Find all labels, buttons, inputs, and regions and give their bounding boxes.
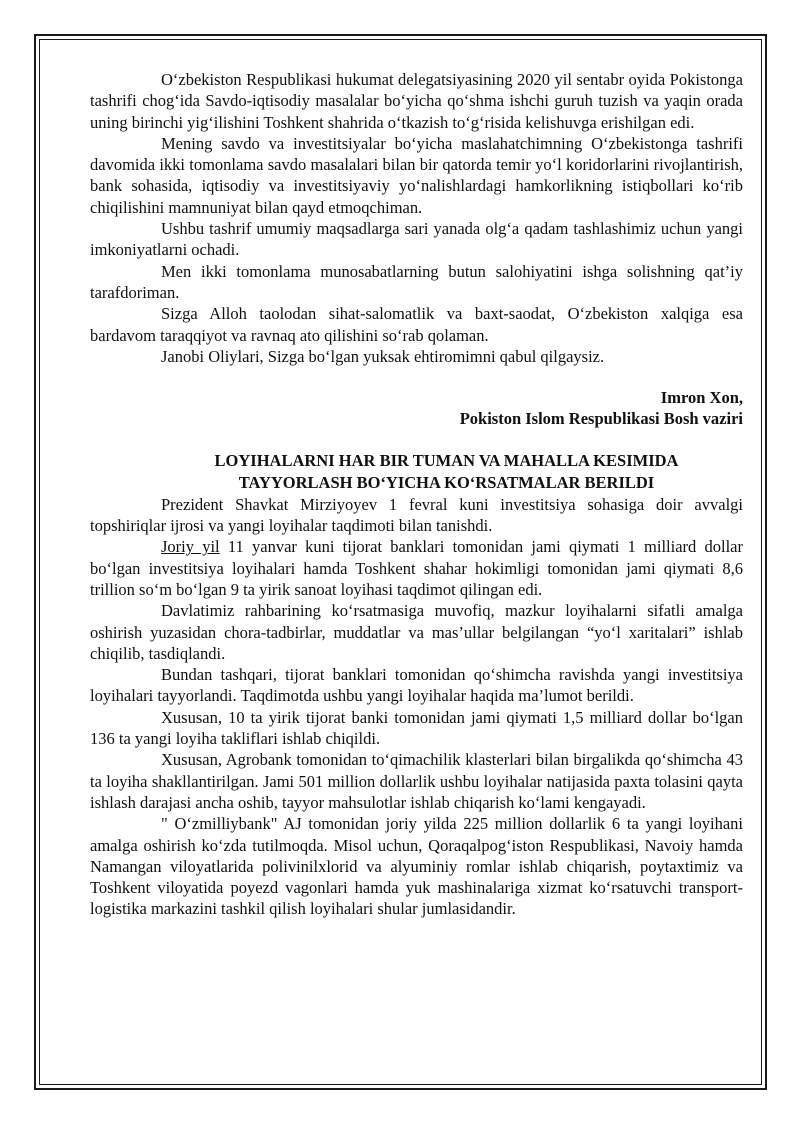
signature-name: Imron Xon,	[660, 388, 743, 408]
article-title-line-1: LOYIHALARNI HAR BIR TUMAN VA MAHALLA KESIMIDA	[214, 450, 679, 470]
underlined-phrase: Joriy yil	[161, 537, 220, 557]
letter-paragraph: Mening savdo va investitsiyalar bo‘yicha maslahatchimning O‘zbekistonga tashrifi davomida ikki tomonlama savdo masalalari bilan bir qatorda temir yo‘l koridorlarini rivojlantirish, bank sohasida, iqtisodiy va investitsiyaviy yo‘nalishlardagi hamkorlikning istiqbollari ko‘rib chiqilishini mamnuniyat bilan qayd etmoqchiman.	[90, 133, 743, 217]
article-paragraph	[90, 536, 743, 600]
article-paragraph: Davlatimiz rahbarining ko‘rsatmasiga muvofiq, mazkur loyihalarni sifatli amalga oshirish yuzasidan chora-tadbirlar, muddatlar va mas’ullar belgilangan “yo‘l xaritalari” ishlab chiqilib, tasdiqlandi.	[90, 601, 743, 663]
article-paragraph: " O‘zmilliybank" AJ tomonidan joriy yilda 225 million dollarlik 6 ta yangi loyihani amalga oshirish ko‘zda tutilmoqda. Misol uchun, Qoraqalpog‘iston Respublikasi, Navoiy hamda Namangan viloyatlarida polivinilxlorid va alyuminiy romlar ishlab chiqarish, poytaxtimiz va Toshkent viloyatida poyezd vagonlari hamda yuk mashinalariga xizmat ko‘rsatuvchi transport-logistika markazini tashkil qilish loyihalari shular jumlasidandir.	[90, 814, 743, 919]
article-paragraph: Xususan, 10 ta yirik tijorat banki tomonidan jami qiymati 1,5 milliard dollar bo‘lgan 136 ta yangi loyiha takliflari ishlab chiqildi.	[90, 707, 743, 749]
article-paragraph: Bundan tashqari, tijorat banklari tomonidan qo‘shimcha ravishda yangi investitsiya loyihalari tayyorlandi. Taqdimotda ushbu yangi loyihalar haqida ma’lumot berildi.	[90, 665, 743, 706]
document-body	[90, 69, 743, 920]
letter-paragraph: Ushbu tashrif umumiy maqsadlarga sari yanada olg‘a qadam tashlashimiz uchun yangi imkoniyatlarni ochadi.	[90, 219, 743, 260]
letter-paragraph: Sizga Alloh taolodan sihat-salomatlik va baxt-saodat, O‘zbekiston xalqiga esa bardavom taraqqiyot va ravnaq ato qilishini so‘rab qolaman.	[90, 304, 743, 345]
letter-paragraph: O‘zbekiston Respublikasi hukumat delegatsiyasining 2020 yil sentabr oyida Pokistonga tashrifi chog‘ida Savdo-iqtisodiy masalalar bo‘yicha qo‘shma ishchi guruh tuzish va yaqin orada uning birinchi yig‘ilishini Toshkent shahrida o‘tkazish to‘g‘risida kelishuvga erishilgan edi.	[90, 70, 743, 132]
letter-paragraph: Men ikki tomonlama munosabatlarning butun salohiyatini ishga solishning qat’iy tarafdoriman.	[90, 261, 743, 302]
article-paragraph-text: 11 yanvar kuni tijorat banklari tomonidan jami qiymati 1 milliard dollar bo‘lgan investitsiya loyihalari hamda Toshkent shahar hokimligi tomonidan jami qiymati 8,6 trillion so‘m bo‘lgan 9 ta yirik sanoat loyihasi taqdimot qilingan edi.	[90, 537, 744, 599]
article-paragraph: Prezident Shavkat Mirziyoyev 1 fevral kuni investitsiya sohasiga doir avvalgi topshiriqlar ijrosi va yangi loyihalar taqdimoti bilan tanishdi.	[90, 494, 743, 536]
article-title-line-2: TAYYORLASH BO‘YICHA KO‘RSATMALAR BERILDI	[238, 472, 655, 492]
article-paragraph: Xususan, Agrobank tomonidan to‘qimachilik klasterlari bilan birgalikda qo‘shimcha 43 ta loyiha shakllantirilgan. Jami 501 million dollarlik ushbu loyihalar natijasida paxta tolasini qayta ishlash darajasi ancha oshib, tayyor mahsulotlar ishlab chiqarish ko‘lami kengayadi.	[90, 750, 743, 812]
signature-title: Pokiston Islom Respublikasi Bosh vaziri	[459, 409, 743, 429]
article-title	[150, 450, 743, 494]
letter-paragraph: Janobi Oliylari, Sizga bo‘lgan yuksak ehtiromimni qabul qilgaysiz.	[161, 346, 605, 366]
